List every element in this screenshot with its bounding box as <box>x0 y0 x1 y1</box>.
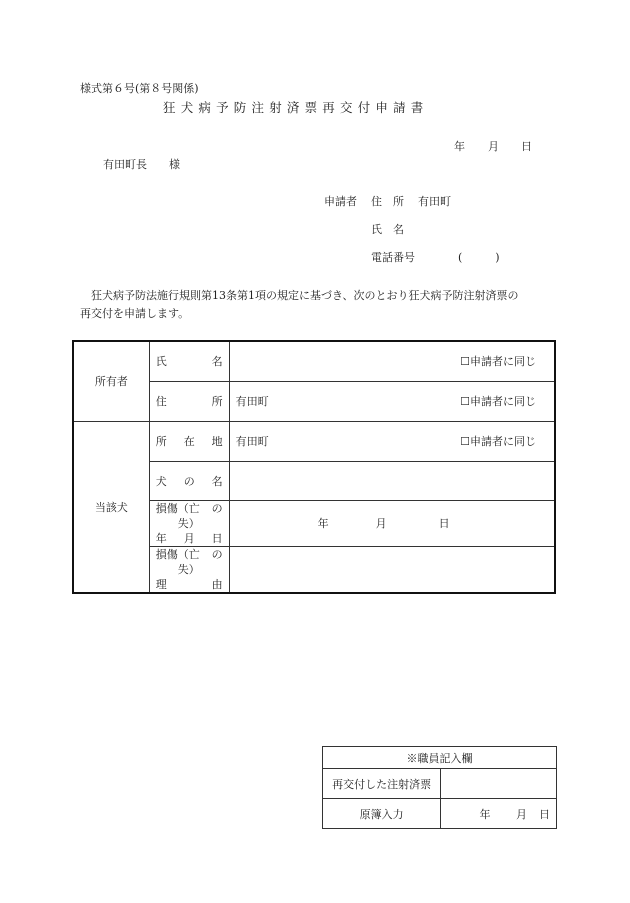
dog-location-field[interactable] <box>229 421 555 461</box>
dog-header: 当該犬 <box>73 421 149 593</box>
applicant-phone-label: 電話番号 <box>371 251 415 264</box>
body-text-line2: 再交付を申請します。 <box>80 307 190 320</box>
date-month-label: 月 <box>488 140 499 153</box>
applicant-address-label: 住 所 <box>371 195 404 208</box>
lost-date-day: 日 <box>438 517 450 530</box>
reissued-field[interactable] <box>441 769 557 799</box>
lost-date-label: 損 傷 （亡失） の 年 月 日 <box>149 500 229 546</box>
register-day: 日 <box>539 807 550 821</box>
applicant-phone-paren: ( ) <box>458 251 500 264</box>
lost-reason-label: 損 傷 （亡失） の 理 由 <box>149 546 229 593</box>
owner-address-label: 住 所 <box>149 381 229 421</box>
applicant-name-label: 氏 名 <box>371 223 404 236</box>
body-text-line1: 狂犬病予防法施行規則第13条第1項の規定に基づき、次のとおり狂犬病予防注射済票の <box>80 289 519 302</box>
lost-date-field[interactable] <box>229 500 555 546</box>
register-year: 年 <box>479 807 491 821</box>
reissued-label: 再交付した注射済票 <box>323 769 441 799</box>
staff-header: ※職員記入欄 <box>323 747 557 769</box>
date-year-label: 年 <box>454 140 465 153</box>
owner-name-same-checkbox[interactable]: ☐申請者に同じ <box>460 355 536 369</box>
addressee: 有田町長 様 <box>103 158 180 171</box>
register-date-field[interactable] <box>441 799 557 829</box>
owner-header: 所有者 <box>73 341 149 421</box>
page-title: 狂犬病予防注射済票再交付申請書 <box>163 100 429 115</box>
form-number: 様式第６号(第８号関係) <box>80 82 199 95</box>
owner-name-field[interactable] <box>229 341 555 381</box>
owner-address-same-checkbox[interactable]: ☐申請者に同じ <box>460 395 536 408</box>
owner-address-value: 有田町 <box>235 395 269 408</box>
register-label: 原簿入力 <box>323 799 441 829</box>
dog-name-label: 犬 の 名 <box>149 461 229 500</box>
application-table <box>72 340 556 594</box>
lost-reason-field[interactable] <box>229 546 555 593</box>
applicant-label: 申請者 <box>324 195 357 208</box>
lost-date-month: 月 <box>375 517 387 530</box>
applicant-address-value: 有田町 <box>418 195 451 208</box>
dog-name-field[interactable] <box>229 461 555 500</box>
dog-location-same-checkbox[interactable]: ☐申請者に同じ <box>460 435 536 448</box>
dog-location-label: 所 在 地 <box>149 421 229 461</box>
owner-name-label: 氏 名 <box>149 341 229 381</box>
dog-location-value: 有田町 <box>235 435 269 448</box>
date-day-label: 日 <box>521 140 532 153</box>
register-month: 月 <box>516 807 527 821</box>
staff-use-table <box>322 746 557 829</box>
lost-date-year: 年 <box>317 517 329 530</box>
owner-address-field[interactable] <box>229 381 555 421</box>
